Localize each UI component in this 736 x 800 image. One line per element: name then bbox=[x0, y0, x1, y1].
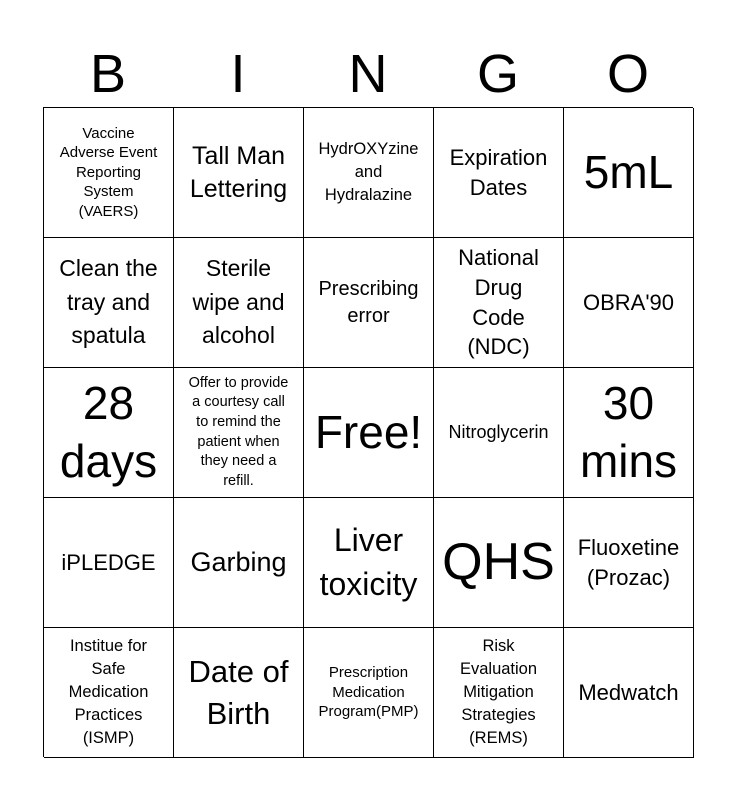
bingo-cell-3-4[interactable]: Nitroglycerin bbox=[434, 368, 564, 498]
free-space[interactable]: Free! bbox=[304, 368, 434, 498]
bingo-cell-1-1[interactable]: Vaccine Adverse Event Reporting System (VAERS) bbox=[44, 108, 174, 238]
header-letter-o: O bbox=[606, 44, 649, 104]
bingo-cell-1-4[interactable]: Expiration Dates bbox=[434, 108, 564, 238]
bingo-cell-5-2[interactable]: Date of Birth bbox=[174, 628, 304, 758]
bingo-cell-4-1[interactable]: iPLEDGE bbox=[44, 498, 174, 628]
bingo-cell-2-1[interactable]: Clean the tray and spatula bbox=[44, 238, 174, 368]
bingo-cell-2-5[interactable]: OBRA'90 bbox=[564, 238, 694, 368]
header-letter-n: N bbox=[348, 44, 388, 104]
bingo-cell-4-5[interactable]: Fluoxetine (Prozac) bbox=[564, 498, 694, 628]
header-letter-b: B bbox=[89, 44, 127, 104]
bingo-cell-4-2[interactable]: Garbing bbox=[174, 498, 304, 628]
bingo-cell-1-2[interactable]: Tall Man Lettering bbox=[174, 108, 304, 238]
bingo-cell-5-3[interactable]: Prescription Medication Program(PMP) bbox=[304, 628, 434, 758]
bingo-cell-5-1[interactable]: Institue for Safe Medication Practices (ISMP) bbox=[44, 628, 174, 758]
bingo-cell-4-3[interactable]: Liver toxicity bbox=[304, 498, 434, 628]
bingo-cell-5-4[interactable]: Risk Evaluation Mitigation Strategies (REMS) bbox=[434, 628, 564, 758]
bingo-cell-1-3[interactable]: HydrOXYzine and Hydralazine bbox=[304, 108, 434, 238]
header-letter-i: I bbox=[230, 44, 246, 104]
bingo-cell-3-1[interactable]: 28 days bbox=[44, 368, 174, 498]
bingo-cell-3-2[interactable]: Offer to provide a courtesy call to remind the patient when they need a refill. bbox=[174, 368, 304, 498]
bingo-cell-5-5[interactable]: Medwatch bbox=[564, 628, 694, 758]
bingo-cell-4-4[interactable]: QHS bbox=[434, 498, 564, 628]
bingo-cell-2-2[interactable]: Sterile wipe and alcohol bbox=[174, 238, 304, 368]
bingo-header bbox=[43, 40, 693, 108]
bingo-cell-2-4[interactable]: National Drug Code (NDC) bbox=[434, 238, 564, 368]
header-letter-g: G bbox=[476, 44, 519, 104]
bingo-cell-3-5[interactable]: 30 mins bbox=[564, 368, 694, 498]
bingo-cell-1-5[interactable]: 5mL bbox=[564, 108, 694, 238]
bingo-board bbox=[43, 107, 693, 757]
bingo-cell-2-3[interactable]: Prescribing error bbox=[304, 238, 434, 368]
